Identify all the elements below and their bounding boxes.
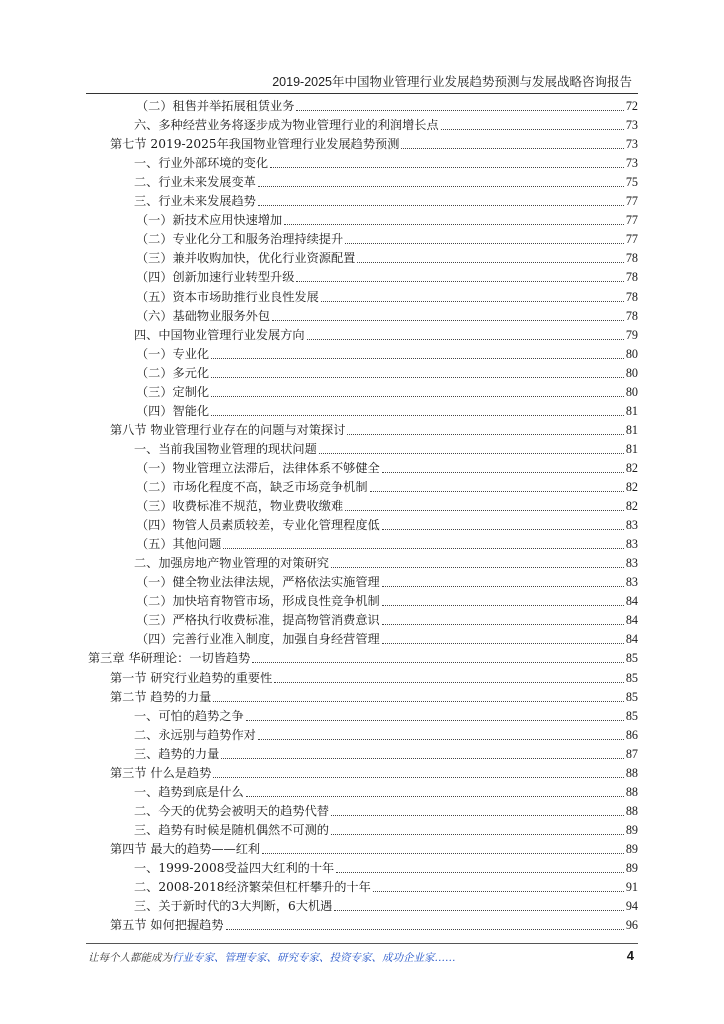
toc-leader-dots bbox=[258, 739, 624, 740]
toc-leader-dots bbox=[382, 643, 624, 644]
toc-leader-dots bbox=[307, 339, 624, 340]
toc-entry[interactable] bbox=[0, 571, 638, 590]
toc-leader-dots bbox=[246, 720, 624, 721]
toc-entry-page: 73 bbox=[625, 156, 638, 171]
toc-entry-label: 一、趋势到底是什么 bbox=[134, 784, 244, 799]
toc-entry-label: 一、1999-2008受益四大红利的十年 bbox=[134, 861, 335, 875]
toc-entry-page: 72 bbox=[625, 99, 638, 113]
toc-leader-dots bbox=[336, 872, 624, 873]
toc-entry-page: 83 bbox=[625, 518, 638, 533]
toc-leader-dots bbox=[382, 605, 624, 606]
toc-entry[interactable] bbox=[0, 305, 638, 324]
toc-entry-label: 第七节 2019-2025年我国物业管理行业发展趋势预测 bbox=[110, 137, 400, 152]
toc-leader-dots bbox=[211, 358, 624, 359]
toc-entry-page: 88 bbox=[625, 765, 638, 780]
toc-entry[interactable] bbox=[0, 895, 638, 914]
toc-entry[interactable] bbox=[0, 876, 638, 895]
report-header-title: 2019-2025年中国物业管理行业发展趋势预测与发展战略咨询报告 bbox=[272, 75, 632, 89]
toc-entry-label: 第五节 如何把握趋势 bbox=[110, 918, 224, 933]
toc-leader-dots bbox=[319, 453, 624, 454]
toc-leader-dots bbox=[345, 243, 624, 244]
toc-entry-page: 77 bbox=[625, 232, 638, 247]
toc-entry-label: 第八节 物业管理行业存在的问题与对策探讨 bbox=[110, 422, 346, 437]
toc-leader-dots bbox=[334, 910, 623, 911]
toc-entry[interactable] bbox=[0, 800, 638, 819]
toc-entry[interactable] bbox=[0, 247, 638, 266]
toc-entry[interactable] bbox=[0, 533, 638, 552]
toc-entry-page: 84 bbox=[625, 594, 638, 609]
toc-entry[interactable] bbox=[0, 419, 638, 438]
toc-leader-dots bbox=[296, 110, 623, 111]
toc-entry[interactable] bbox=[0, 514, 638, 533]
toc-entry[interactable] bbox=[0, 724, 638, 743]
toc-entry-label: 二、今天的优势会被明天的趋势代替 bbox=[134, 803, 329, 818]
toc-entry[interactable] bbox=[0, 647, 638, 666]
toc-entry[interactable] bbox=[0, 190, 638, 209]
toc-entry-page: 85 bbox=[625, 708, 638, 723]
toc-entry[interactable] bbox=[0, 762, 638, 781]
toc-entry-label: （二）加快培育物管市场，形成良性竞争机制 bbox=[136, 594, 380, 609]
toc-leader-dots bbox=[211, 415, 624, 416]
toc-entry-page: 82 bbox=[625, 480, 638, 494]
toc-entry-label: （六）基础物业服务外包 bbox=[136, 308, 271, 323]
toc-entry-page: 73 bbox=[625, 137, 638, 152]
toc-leader-dots bbox=[382, 624, 624, 625]
toc-entry[interactable] bbox=[0, 95, 638, 114]
toc-entry[interactable] bbox=[0, 628, 638, 647]
toc-leader-dots bbox=[382, 529, 624, 530]
toc-entry-page: 79 bbox=[625, 327, 638, 342]
toc-entry-page: 85 bbox=[625, 689, 638, 704]
toc-entry[interactable] bbox=[0, 819, 638, 838]
page-number: 4 bbox=[626, 948, 634, 963]
toc-entry-label: （三）严格执行收费标准，提高物管消费意识 bbox=[136, 613, 380, 628]
toc-entry[interactable] bbox=[0, 457, 638, 476]
toc-entry-label: （三）兼并收购加快，优化行业资源配置 bbox=[136, 251, 356, 266]
toc-leader-dots bbox=[262, 853, 624, 854]
toc-entry-label: 一、行业外部环境的变化 bbox=[134, 156, 269, 171]
toc-leader-dots bbox=[331, 815, 624, 816]
toc-entry-label: 第三章 华研理论：一切皆趋势 bbox=[88, 651, 251, 666]
toc-entry-page: 80 bbox=[625, 346, 638, 361]
toc-leader-dots bbox=[401, 148, 623, 149]
toc-leader-dots bbox=[373, 891, 624, 892]
toc-entry-label: （三）定制化 bbox=[136, 384, 210, 399]
toc-entry-page: 81 bbox=[625, 403, 638, 418]
toc-entry[interactable] bbox=[0, 857, 638, 876]
toc-entry-label: （二）租售并举拓展租赁业务 bbox=[136, 99, 295, 113]
toc-leader-dots bbox=[211, 396, 624, 397]
toc-entry-label: 一、可怕的趋势之争 bbox=[134, 708, 244, 723]
toc-entry[interactable] bbox=[0, 552, 638, 571]
toc-entry-page: 87 bbox=[625, 746, 638, 761]
toc-entry-page: 80 bbox=[625, 365, 638, 380]
toc-leader-dots bbox=[441, 129, 624, 130]
toc-entry-page: 88 bbox=[625, 784, 638, 799]
toc-entry-label: 三、趋势的力量 bbox=[134, 746, 220, 761]
toc-leader-dots bbox=[258, 186, 624, 187]
toc-entry-page: 82 bbox=[625, 460, 638, 475]
toc-entry-label: （五）资本市场助推行业良性发展 bbox=[136, 289, 319, 304]
toc-leader-dots bbox=[284, 224, 624, 225]
toc-entry[interactable] bbox=[0, 838, 638, 857]
toc-leader-dots bbox=[370, 491, 624, 492]
toc-entry-label: 六、多种经营业务将逐步成为物业管理行业的利润增长点 bbox=[134, 118, 439, 133]
toc-entry[interactable] bbox=[0, 705, 638, 724]
toc-entry[interactable] bbox=[0, 286, 638, 305]
toc-entry-label: （二）专业化分工和服务治理持续提升 bbox=[136, 232, 344, 247]
toc-entry-label: 一、当前我国物业管理的现状问题 bbox=[134, 441, 317, 456]
toc-leader-dots bbox=[211, 377, 624, 378]
toc-entry-page: 89 bbox=[625, 861, 638, 875]
toc-entry-page: 84 bbox=[625, 613, 638, 628]
toc-entry-page: 85 bbox=[625, 670, 638, 685]
toc-entry-label: （二）多元化 bbox=[136, 365, 210, 380]
toc-entry-page: 80 bbox=[625, 384, 638, 399]
toc-leader-dots bbox=[270, 167, 624, 168]
footer-slogan-highlight: 行业专家、管理专家、研究专家、投资专家、成功企业家…… bbox=[172, 952, 456, 964]
toc-entry-page: 88 bbox=[625, 803, 638, 818]
toc-entry[interactable] bbox=[0, 228, 638, 247]
toc-entry-label: 四、中国物业管理行业发展方向 bbox=[134, 327, 305, 342]
toc-entry[interactable] bbox=[0, 114, 638, 133]
toc-entry[interactable] bbox=[0, 362, 638, 381]
toc-entry-page: 94 bbox=[625, 899, 638, 914]
toc-entry-page: 85 bbox=[625, 651, 638, 666]
toc-entry[interactable] bbox=[0, 171, 638, 190]
toc-entry-label: （三）收费标准不规范，物业费收缴难 bbox=[136, 499, 344, 514]
toc-entry[interactable] bbox=[0, 133, 638, 152]
toc-entry-label: （一）物业管理立法滞后，法律体系不够健全 bbox=[136, 460, 380, 475]
toc-entry-page: 83 bbox=[625, 537, 638, 552]
toc-entry-page: 77 bbox=[625, 213, 638, 228]
toc-entry-label: （四）物管人员素质较差，专业化管理程度低 bbox=[136, 518, 380, 533]
toc-entry[interactable] bbox=[0, 590, 638, 609]
toc-entry-label: 三、关于新时代的3大判断，6大机遇 bbox=[134, 899, 333, 914]
toc-entry[interactable] bbox=[0, 743, 638, 762]
toc-entry[interactable] bbox=[0, 400, 638, 419]
toc-entry[interactable] bbox=[0, 667, 638, 686]
toc-entry-page: 86 bbox=[625, 727, 638, 742]
toc-entry-page: 91 bbox=[625, 880, 638, 895]
toc-entry-label: （五）其他问题 bbox=[136, 537, 222, 552]
toc-entry-label: 二、2008-2018经济繁荣但杠杆攀升的十年 bbox=[134, 880, 371, 895]
header-divider bbox=[86, 93, 638, 94]
toc-entry-page: 73 bbox=[625, 118, 638, 133]
toc-leader-dots bbox=[382, 586, 624, 587]
toc-leader-dots bbox=[382, 472, 624, 473]
toc-entry-label: 二、行业未来发展变革 bbox=[134, 175, 256, 190]
footer-slogan bbox=[88, 950, 456, 965]
toc-leader-dots bbox=[274, 682, 624, 683]
toc-entry[interactable] bbox=[0, 686, 638, 705]
toc-entry[interactable] bbox=[0, 781, 638, 800]
toc-entry[interactable] bbox=[0, 381, 638, 400]
toc-leader-dots bbox=[252, 662, 624, 663]
toc-leader-dots bbox=[357, 262, 623, 263]
toc-entry-label: （四）创新加速行业转型升级 bbox=[136, 270, 295, 285]
toc-entry-page: 78 bbox=[625, 308, 638, 323]
toc-leader-dots bbox=[258, 205, 624, 206]
toc-entry[interactable] bbox=[0, 438, 638, 457]
toc-entry[interactable] bbox=[0, 324, 638, 343]
toc-entry-page: 81 bbox=[625, 441, 638, 456]
toc-leader-dots bbox=[345, 510, 624, 511]
toc-leader-dots bbox=[221, 758, 624, 759]
toc-entry-page: 82 bbox=[625, 499, 638, 514]
toc-entry-page: 84 bbox=[625, 632, 638, 647]
toc-entry-label: 三、趋势有时候是随机偶然不可测的 bbox=[134, 822, 329, 837]
toc-entry-label: （四）智能化 bbox=[136, 403, 210, 418]
toc-entry[interactable] bbox=[0, 495, 638, 514]
toc-entry-label: 二、永远别与趋势作对 bbox=[134, 727, 256, 742]
toc-entry-label: （一）专业化 bbox=[136, 346, 210, 361]
toc-leader-dots bbox=[223, 548, 624, 549]
toc-entry-label: 第一节 研究行业趋势的重要性 bbox=[110, 670, 273, 685]
toc-leader-dots bbox=[331, 567, 624, 568]
toc-entry-page: 78 bbox=[625, 289, 638, 304]
toc-entry-page: 78 bbox=[625, 251, 638, 266]
toc-leader-dots bbox=[296, 281, 623, 282]
toc-leader-dots bbox=[272, 320, 624, 321]
toc-entry[interactable] bbox=[0, 266, 638, 285]
toc-entry-page: 96 bbox=[625, 918, 638, 933]
toc-leader-dots bbox=[347, 434, 623, 435]
toc-leader-dots bbox=[246, 796, 624, 797]
toc-entry-label: 第三节 什么是趋势 bbox=[110, 765, 212, 780]
toc-entry-label: （二）市场化程度不高，缺乏市场竞争机制 bbox=[136, 480, 368, 494]
toc-entry-page: 89 bbox=[625, 822, 638, 837]
footer-slogan-prefix: 让每个人都能成为 bbox=[88, 952, 172, 964]
toc-entry[interactable] bbox=[0, 914, 638, 933]
toc-entry-label: （一）健全物业法律法规，严格依法实施管理 bbox=[136, 575, 380, 590]
toc-leader-dots bbox=[213, 701, 623, 702]
toc-entry-page: 81 bbox=[625, 422, 638, 437]
toc-entry-label: （一）新技术应用快速增加 bbox=[136, 213, 283, 228]
footer-divider bbox=[86, 943, 638, 944]
toc-entry-label: 第二节 趋势的力量 bbox=[110, 689, 212, 704]
toc-entry[interactable] bbox=[0, 476, 638, 495]
toc-entry[interactable] bbox=[0, 609, 638, 628]
toc-entry-page: 77 bbox=[625, 194, 638, 209]
toc-entry[interactable] bbox=[0, 209, 638, 228]
toc-leader-dots bbox=[226, 929, 624, 930]
toc-entry-page: 78 bbox=[625, 270, 638, 285]
toc-entry-label: 三、行业未来发展趋势 bbox=[134, 194, 256, 209]
toc-leader-dots bbox=[321, 301, 624, 302]
toc-entry[interactable] bbox=[0, 152, 638, 171]
toc-entry-label: 第四节 最大的趋势——红利 bbox=[110, 841, 261, 856]
toc-entry-page: 75 bbox=[625, 175, 638, 190]
toc-entry[interactable] bbox=[0, 343, 638, 362]
toc-entry-page: 89 bbox=[625, 841, 638, 856]
toc-entry-page: 83 bbox=[625, 575, 638, 590]
toc-entry-page: 83 bbox=[625, 556, 638, 571]
toc-entry-label: （四）完善行业准入制度，加强自身经营管理 bbox=[136, 632, 380, 647]
toc-leader-dots bbox=[213, 777, 623, 778]
toc-leader-dots bbox=[331, 834, 624, 835]
toc-entry-label: 二、加强房地产物业管理的对策研究 bbox=[134, 556, 329, 571]
